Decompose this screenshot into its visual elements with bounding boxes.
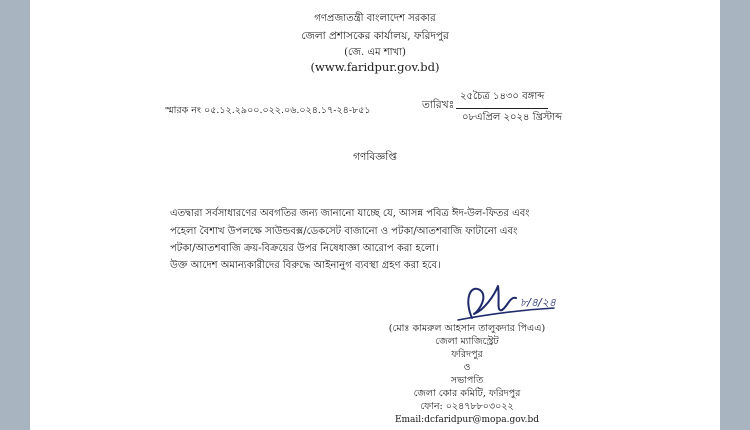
signatory-district: ফরিদপুর — [451, 349, 483, 360]
date-label: তারিখঃ — [422, 99, 455, 111]
signatory-role: সভাপতি — [450, 375, 484, 386]
committee-name: জেলা কোর কমিটি, ফরিদপুর — [413, 388, 521, 399]
notice-title: গণবিজ্ঞপ্তি — [353, 151, 397, 163]
body-line: পহেলা বৈশাখ উপলক্ষে সাউন্ডবক্স/ডেকসেট বাজানো ও পটকা/আতশবাজি ফাটানো এবং — [170, 226, 518, 237]
section-name: (জে. এম শাখা) — [344, 47, 406, 58]
signature-block — [382, 324, 552, 425]
body-line: পটকা/আতশবাজি ক্রয়-বিক্রয়ের উপর নিষেধাজ্ঞা আরোপ করা হলো। — [170, 243, 439, 254]
date-divider — [456, 108, 548, 109]
document-page — [30, 0, 720, 430]
signatory-name: (মোঃ কামরুল আহসান তালুকদার পিএএ) — [388, 323, 546, 334]
signatory-designation: জেলা ম্যাজিস্ট্রেট — [435, 336, 499, 347]
memo-number: স্মারক নং ০৫.১২.২৯০০.০২২.০৬.০২৪.১৭-২৪-৮৫১ — [165, 105, 371, 116]
conjunction: ও — [463, 362, 471, 373]
body-line: এতদ্বারা সর্বসাধারণের অবগতির জন্য জানানো যাচ্ছে যে, আসন্ন পবিত্র ঈদ-উল-ফিতর এবং — [170, 208, 530, 219]
handwritten-signature — [450, 270, 570, 330]
date-english: ০৮এপ্রিল ২০২৪ খ্রিস্টাব্দ — [462, 112, 563, 123]
signature-date: ৮/৪/২৪ — [520, 296, 556, 309]
body-line: উক্ত আদেশ অমান্যকারীদের বিরুদ্ধে আইনানুগ ব্যবস্থা গ্রহণ করা হবে। — [170, 260, 441, 271]
office-name: জেলা প্রশাসকের কার্যালয়, ফরিদপুর — [301, 30, 449, 42]
email-address: Email:dcfaridpur@mopa.gov.bd — [394, 415, 540, 425]
date-bangla: ২৫চৈত্র ১৪৩০ বঙ্গাব্দ — [460, 91, 545, 102]
government-header: গণপ্রজাতন্ত্রী বাংলাদেশ সরকার — [314, 13, 436, 24]
website-link: (www.faridpur.gov.bd) — [310, 60, 440, 74]
phone-number: ফোন: ০২৪৭৮৮০৩০২২ — [420, 401, 514, 412]
